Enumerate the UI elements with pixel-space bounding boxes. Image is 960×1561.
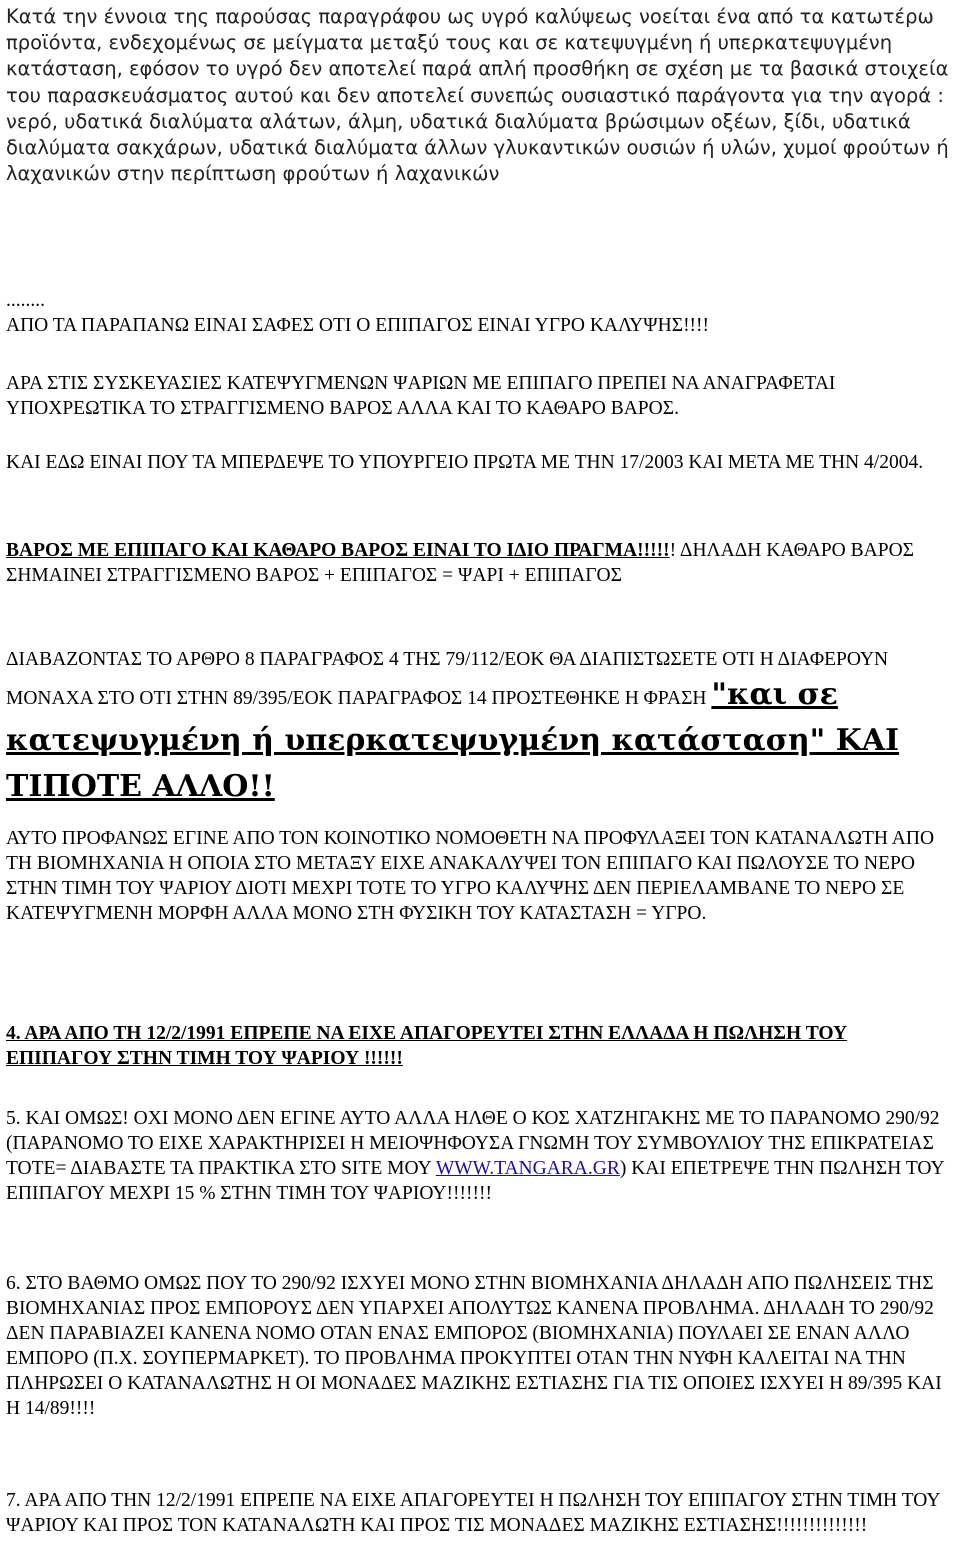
legislator-paragraph: ΑΥΤΟ ΠΡΟΦΑΝΩΣ ΕΓΙΝΕ ΑΠΟ ΤΟΝ ΚΟΙΝΟΤΙΚΟ ΝΟΜΟΘΕΤΗ ΝΑ ΠΡΟΦΥΛΑΞΕΙ ΤΟΝ ΚΑΤΑΝΑΛΩΤΗ ΑΠΟ ΤΗ ΒΙΟΜΗΧΑΝΙΑ Η ΟΠΟΙΑ ΣΤΟ ΜΕΤΑΞΥ ΕΙΧΕ ΑΝΑΚΑΛΥΨΕΙ ΤΟΝ ΕΠΙΠΑΓΟ ΚΑΙ ΠΩΛΟΥΣΕ ΤΟ ΝΕΡΟ ΣΤΗΝ ΤΙΜΗ ΤΟΥ ΨΑΡΙΟΥ ΔΙΟΤΙ ΜΕΧΡΙ ΤΟΤΕ ΤΟ ΥΓΡΟ ΚΑΛΥΨΗΣ ΔΕΝ ΠΕΡΙΕΛΑΜΒΑΝΕ ΤΟ ΝΕΡΟ ΣΕ ΚΑΤΕΨΥΓΜΕΝΗ ΜΟΡΦΗ ΑΛΛΑ ΜΟΝΟ ΣΤΗ ΦΥΣΙΚΗ ΤΟΥ ΚΑΤΑΣΤΑΣΗ = ΥΓΡΟ. <box>6 828 935 924</box>
point-5-text-end: ) ΚΑΙ ΕΠΕΤΡΕΨΕ ΤΗΝ ΠΩΛΗΣΗ ΤΟΥ ΕΠΙΠΑΓΟΥ ΜΕΧΡΙ 15 % ΣΤΗΝ ΤΙΜΗ ΤΟΥ ΨΑΡΙΟΥ!!!!!!! <box>6 1158 944 1204</box>
weight-explanation: ! ΔΗΛΑΔΗ ΚΑΘΑΡΟ ΒΑΡΟΣ ΣΗΜΑΙΝΕΙ ΣΤΡΑΓΓΙΣΜΕΝΟ ΒΑΡΟΣ + ΕΠΙΠΑΓΟΣ = ΨΑΡΙ + ΕΠΙΠΑΓΟΣ <box>6 540 915 586</box>
article-text: ΔΙΑΒΑΖΟΝΤΑΣ ΤΟ ΑΡΘΡΟ 8 ΠΑΡΑΓΡΑΦΟΣ 4 ΤΗΣ 79/112/ΕΟΚ ΘΑ ΔΙΑΠΙΣΤΩΣΕΤΕ ΟΤΙ Η ΔΙΑΦΕΡΟΥΝ ΜΟΝΑΧΑ ΣΤΟ ΟΤΙ ΣΤΗΝ 89/395/ΕΟΚ ΠΑΡΑΓΡΑΦΟΣ 14 ΠΡΟΣΤΕΘΗΚΕ Η ΦΡΑΣΗ <box>6 649 889 709</box>
point-4: 4. ΑΡΑ ΑΠΟ ΤΗ 12/2/1991 ΕΠΡΕΠΕ ΝΑ ΕΙΧΕ ΑΠΑΓΟΡΕΥΤΕΙ ΣΤΗΝ ΕΛΛΑΔΑ Η ΠΩΛΗΣΗ ΤΟΥ ΕΠΙΠΑΓΟΥ ΣΤΗΝ ΤΙΜΗ ΤΟΥ ΨΑΡΙΟΥ !!!!!! <box>6 1023 848 1069</box>
point-5-text: 5. ΚΑΙ ΟΜΩΣ! ΟΧΙ ΜΟΝΟ ΔΕΝ ΕΓΙΝΕ ΑΥΤΟ ΑΛΛΑ ΗΛΘΕ Ο ΚΟΣ ΧΑΤΖΗΓΑΚΗΣ ΜΕ ΤΟ ΠΑΡΑΝΟΜΟ 290/92 (ΠΑΡΑΝΟΜΟ ΤΟ ΕΙΧΕ ΧΑΡΑΚΤΗΡΙΣΕΙ Η ΜΕΙΟΨΗΦΟΥΣΑ ΓΝΩΜΗ ΤΟΥ ΣΥΜΒΟΥΛΙΟΥ ΤΗΣ ΕΠΙΚΡΑΤΕΙΑΣ ΤΟΤΕ= ΔΙΑΒΑΣΤΕ ΤΑ ΠΡΑΚΤΙΚΑ ΣΤΟ SITE ΜΟΥ <box>6 1108 940 1179</box>
weight-emphasis: ΒΑΡΟΣ ΜΕ ΕΠΙΠΑΓΟ ΚΑΙ ΚΑΘΑΡΟ ΒΑΡΟΣ ΕΙΝΑΙ ΤΟ ΙΔΙΟ ΠΡΑΓΜΑ!!!!! <box>6 540 670 561</box>
article-quote: "και σε κατεψυγμένη ή υπερκατεψυγμένη κατάσταση" ΚΑΙ ΤΙΠΟΤΕ ΑΛΛΟ!! <box>6 677 900 804</box>
ministry-paragraph: ΚΑΙ ΕΔΩ ΕΙΝΑΙ ΠΟΥ ΤΑ ΜΠΕΡΔΕΨΕ ΤΟ ΥΠΟΥΡΓΕΙΟ ΠΡΩΤΑ ΜΕ ΤΗΝ 17/2003 ΚΑΙ ΜΕΤΑ ΜΕ ΤΗΝ 4/2004. <box>6 452 924 473</box>
packages-paragraph: ΑΡΑ ΣΤΙΣ ΣΥΣΚΕΥΑΣΙΕΣ ΚΑΤΕΨΥΓΜΕΝΩΝ ΨΑΡΙΩΝ ΜΕ ΕΠΙΠΑΓΟ ΠΡΕΠΕΙ ΝΑ ΑΝΑΓΡΑΦΕΤΑΙ ΥΠΟΧΡΕΩΤΙΚΑ ΤΟ ΣΤΡΑΓΓΙΣΜΕΝΟ ΒΑΡΟΣ ΑΛΛΑ ΚΑΙ ΤΟ ΚΑΘΑΡΟ ΒΑΡΟΣ. <box>6 373 836 419</box>
clear-statement: ΑΠΟ ΤΑ ΠΑΡΑΠΑΝΩ ΕΙΝΑΙ ΣΑΦΕΣ ΟΤΙ Ο ΕΠΙΠΑΓΟΣ ΕΙΝΑΙ ΥΓΡΟ ΚΑΛΥΨΗΣ!!!! <box>6 315 710 336</box>
point-6: 6. ΣΤΟ ΒΑΘΜΟ ΟΜΩΣ ΠΟΥ ΤΟ 290/92 ΙΣΧΥΕΙ ΜΟΝΟ ΣΤΗΝ ΒΙΟΜΗΧΑΝΙΑ ΔΗΛΑΔΗ ΑΠΟ ΠΩΛΗΣΕΙΣ ΤΗΣ ΒΙΟΜΗΧΑΝΙΑΣ ΠΡΟΣ ΕΜΠΟΡΟΥΣ ΔΕΝ ΥΠΑΡΧΕΙ ΑΠΟΛΥΤΩΣ ΚΑΝΕΝΑ ΠΡΟΒΛΗΜΑ. ΔΗΛΑΔΗ ΤΟ 290/92 ΔΕΝ ΠΑΡΑΒΙΑΖΕΙ ΚΑΝΕΝΑ ΝΟΜΟ ΟΤΑΝ ΕΝΑΣ ΕΜΠΟΡΟΣ (ΒΙΟΜΗΧΑΝΙΑ) ΠΟΥΛΑΕΙ ΣΕ ΕΝΑΝ ΑΛΛΟ ΕΜΠΟΡΟ (Π.Χ. ΣΟΥΠΕΡΜΑΡΚΕΤ). ΤΟ ΠΡΟΒΛΗΜΑ ΠΡΟΚΥΠΤΕΙ ΟΤΑΝ ΤΗΝ ΝΥΦΗ ΚΑΛΕΙΤΑΙ ΝΑ ΤΗΝ ΠΛΗΡΩΣΕΙ Ο ΚΑΤΑΝΑΛΩΤΗΣ Η ΟΙ ΜΟΝΑΔΕΣ ΜΑΖΙΚΗΣ ΕΣΤΙΑΣΗΣ ΓΙΑ ΤΙΣ ΟΠΟΙΕΣ ΙΣΧΥΕΙ Η 89/395 ΚΑΙ Η 14/89!!!! <box>6 1273 942 1419</box>
article-paragraph <box>6 647 956 810</box>
point-5 <box>6 1106 956 1206</box>
tangara-link[interactable]: WWW.TANGARA.GR <box>435 1158 620 1179</box>
point-7: 7. ΑΡΑ ΑΠΟ ΤΗΝ 12/2/1991 ΕΠΡΕΠΕ ΝΑ ΕΙΧΕ ΑΠΑΓΟΡΕΥΤΕΙ Η ΠΩΛΗΣΗ ΤΟΥ ΕΠΙΠΑΓΟΥ ΣΤΗΝ ΤΙΜΗ ΤΟΥ ΨΑΡΙΟΥ ΚΑΙ ΠΡΟΣ ΤΟΝ ΚΑΤΑΝΑΛΩΤΗ ΚΑΙ ΠΡΟΣ ΤΙΣ ΜΟΝΑΔΕΣ ΜΑΖΙΚΗΣ ΕΣΤΙΑΣΗΣ!!!!!!!!!!!!!! <box>6 1490 940 1536</box>
intro-paragraph: Κατά την έννοια της παρούσας παραγράφου ως υγρό καλύψεως νοείται ένα από τα κατωτέρω προϊόντα, ενδεχομένως σε μείγματα μεταξύ τους και σε κατεψυγμένη ή υπερκατεψυγμένη κατάσταση, εφόσον το υγρό δεν αποτελεί παρά απλή προσθήκη σε σχέση με τα βασικά στοιχεία του παρασκευάσματος αυτού και δεν αποτελεί συνεπώς ουσιαστικό παράγοντα για την αγορά : νερό, υδατικά διαλύματα αλάτων, άλμη, υδατικά διαλύματα βρώσιμων οξέων, ξίδι, υδατικά διαλύματα σακχάρων, υδατικά διαλύματα άλλων γλυκαντικών ουσιών ή υλών, χυμοί φρούτων ή λαχανικών στην περίπτωση φρούτων ή λαχανικών <box>6 5 949 186</box>
ellipsis-line: ........ <box>6 290 45 311</box>
weight-paragraph <box>6 538 956 588</box>
